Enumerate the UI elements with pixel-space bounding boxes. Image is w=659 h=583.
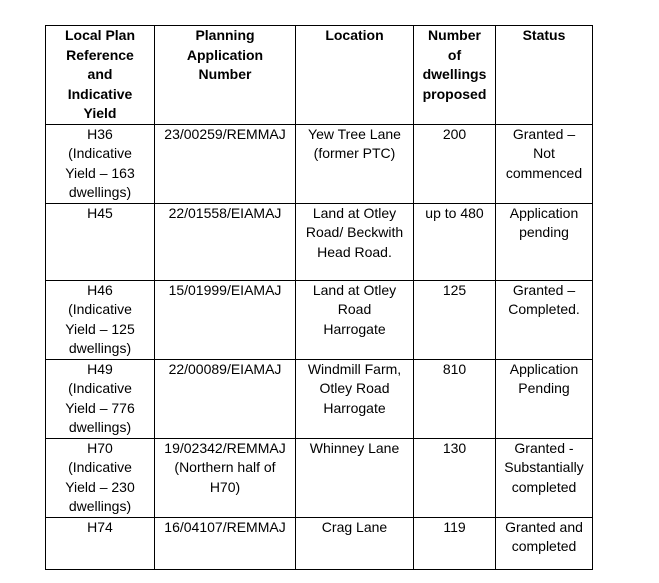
cell-line: Land at Otley <box>312 281 397 298</box>
cell-application-number <box>155 359 296 438</box>
cell-line: Application <box>509 360 579 377</box>
cell-line: H46 <box>87 281 113 298</box>
header-line: and <box>87 66 113 82</box>
cell-application-number <box>155 203 296 280</box>
cell-line: (Indicative <box>68 380 132 396</box>
cell-line: dwellings) <box>68 419 132 435</box>
cell-reference <box>46 438 155 517</box>
cell-line: dwellings) <box>68 498 132 514</box>
cell-line: (former PTC) <box>313 145 396 161</box>
cell-line: completed <box>511 478 577 495</box>
table-row <box>46 517 593 569</box>
cell-line: 22/00089/EIAMAJ <box>168 360 282 377</box>
header-planning-application-number <box>155 26 296 125</box>
cell-dwellings <box>414 359 496 438</box>
cell-line: H36 <box>87 125 113 142</box>
planning-applications-table <box>45 25 593 570</box>
header-line: dwellings <box>422 66 487 82</box>
cell-location <box>296 517 414 569</box>
cell-line: H70 <box>87 439 113 456</box>
header-status <box>496 26 593 125</box>
cell-line: pending <box>519 224 569 240</box>
cell-line: Crag Lane <box>321 518 388 535</box>
cell-line: 119 <box>443 518 466 535</box>
cell-line: 19/02342/REMMAJ <box>164 439 286 456</box>
cell-line: commenced <box>505 164 583 181</box>
cell-line: H49 <box>87 360 113 377</box>
header-line: Location <box>325 27 384 43</box>
cell-line: 23/00259/REMMAJ <box>164 125 286 142</box>
table-row <box>46 124 593 203</box>
header-line: Status <box>522 27 566 43</box>
cell-location <box>296 280 414 359</box>
cell-line: Granted - <box>514 439 574 456</box>
cell-status <box>496 517 593 569</box>
header-line: Indicative <box>67 85 133 102</box>
cell-line: Yew Tree Lane <box>308 125 401 142</box>
cell-line: completed <box>511 538 577 554</box>
cell-reference <box>46 124 155 203</box>
cell-line: Otley Road <box>319 380 390 396</box>
cell-line: 200 <box>442 125 467 142</box>
cell-line: Granted and <box>505 518 583 535</box>
cell-line: (Northern half of <box>174 459 276 475</box>
cell-location <box>296 359 414 438</box>
cell-line: 810 <box>442 360 467 377</box>
header-line: Reference <box>66 46 134 63</box>
cell-line: Harrogate <box>323 320 386 337</box>
cell-application-number <box>155 438 296 517</box>
cell-line: Whinney Lane <box>309 439 400 456</box>
cell-dwellings <box>414 203 496 280</box>
header-number-of-dwellings <box>414 26 496 125</box>
cell-line: Substantially <box>504 459 584 475</box>
cell-location <box>296 203 414 280</box>
cell-dwellings <box>414 124 496 203</box>
cell-location <box>296 438 414 517</box>
cell-application-number <box>155 517 296 569</box>
cell-line: H70) <box>209 478 241 495</box>
cell-line: 16/04107/REMMAJ <box>164 518 286 535</box>
cell-line: Granted – <box>512 125 576 142</box>
header-line: of <box>447 46 462 63</box>
cell-line: (Indicative <box>68 459 132 475</box>
cell-line: H74 <box>87 518 113 535</box>
cell-line: Windmill Farm, <box>307 360 402 377</box>
cell-line: (Indicative <box>68 145 132 161</box>
cell-line: up to 480 <box>425 204 484 221</box>
cell-status <box>496 280 593 359</box>
cell-line: 15/01999/EIAMAJ <box>168 281 282 298</box>
table-header-row <box>46 26 593 125</box>
cell-dwellings <box>414 280 496 359</box>
cell-application-number <box>155 124 296 203</box>
cell-dwellings <box>414 438 496 517</box>
cell-application-number <box>155 280 296 359</box>
cell-status <box>496 203 593 280</box>
cell-line: Yield – 776 <box>65 399 135 416</box>
cell-status <box>496 359 593 438</box>
cell-line: dwellings) <box>68 184 132 200</box>
cell-line: 22/01558/EIAMAJ <box>168 204 282 221</box>
header-line: Local Plan <box>64 27 136 43</box>
header-line: proposed <box>422 85 487 102</box>
table-row <box>46 359 593 438</box>
header-line: Planning <box>195 27 255 43</box>
cell-status <box>496 438 593 517</box>
cell-dwellings <box>414 517 496 569</box>
header-location <box>296 26 414 125</box>
cell-line: Application <box>509 204 579 221</box>
cell-line: Road/ Beckwith <box>305 224 404 240</box>
cell-location <box>296 124 414 203</box>
cell-line: H45 <box>87 204 113 221</box>
header-local-plan-reference <box>46 26 155 125</box>
cell-reference <box>46 280 155 359</box>
cell-line: 125 <box>442 281 467 298</box>
table-row <box>46 280 593 359</box>
header-line: Number <box>198 66 252 82</box>
cell-line: Completed. <box>508 301 580 317</box>
cell-reference <box>46 203 155 280</box>
header-line: Yield <box>83 105 117 121</box>
cell-line: Harrogate <box>323 399 386 416</box>
cell-line: Pending <box>518 380 570 396</box>
header-line: Application <box>186 46 264 63</box>
header-line: Number <box>428 27 481 43</box>
cell-line: Yield – 230 <box>65 478 135 495</box>
cell-line: dwellings) <box>68 340 132 356</box>
cell-line: Yield – 163 <box>65 164 135 181</box>
table-row <box>46 438 593 517</box>
cell-line: Land at Otley <box>312 204 397 221</box>
cell-line: Yield – 125 <box>65 320 135 337</box>
cell-status <box>496 124 593 203</box>
cell-line: Road <box>337 301 372 317</box>
cell-reference <box>46 359 155 438</box>
cell-line: 130 <box>442 439 467 456</box>
cell-line: Not <box>533 145 555 161</box>
cell-reference <box>46 517 155 569</box>
table-row <box>46 203 593 280</box>
cell-line: Head Road. <box>317 243 392 260</box>
cell-line: Granted – <box>512 281 576 298</box>
cell-line: (Indicative <box>68 301 132 317</box>
